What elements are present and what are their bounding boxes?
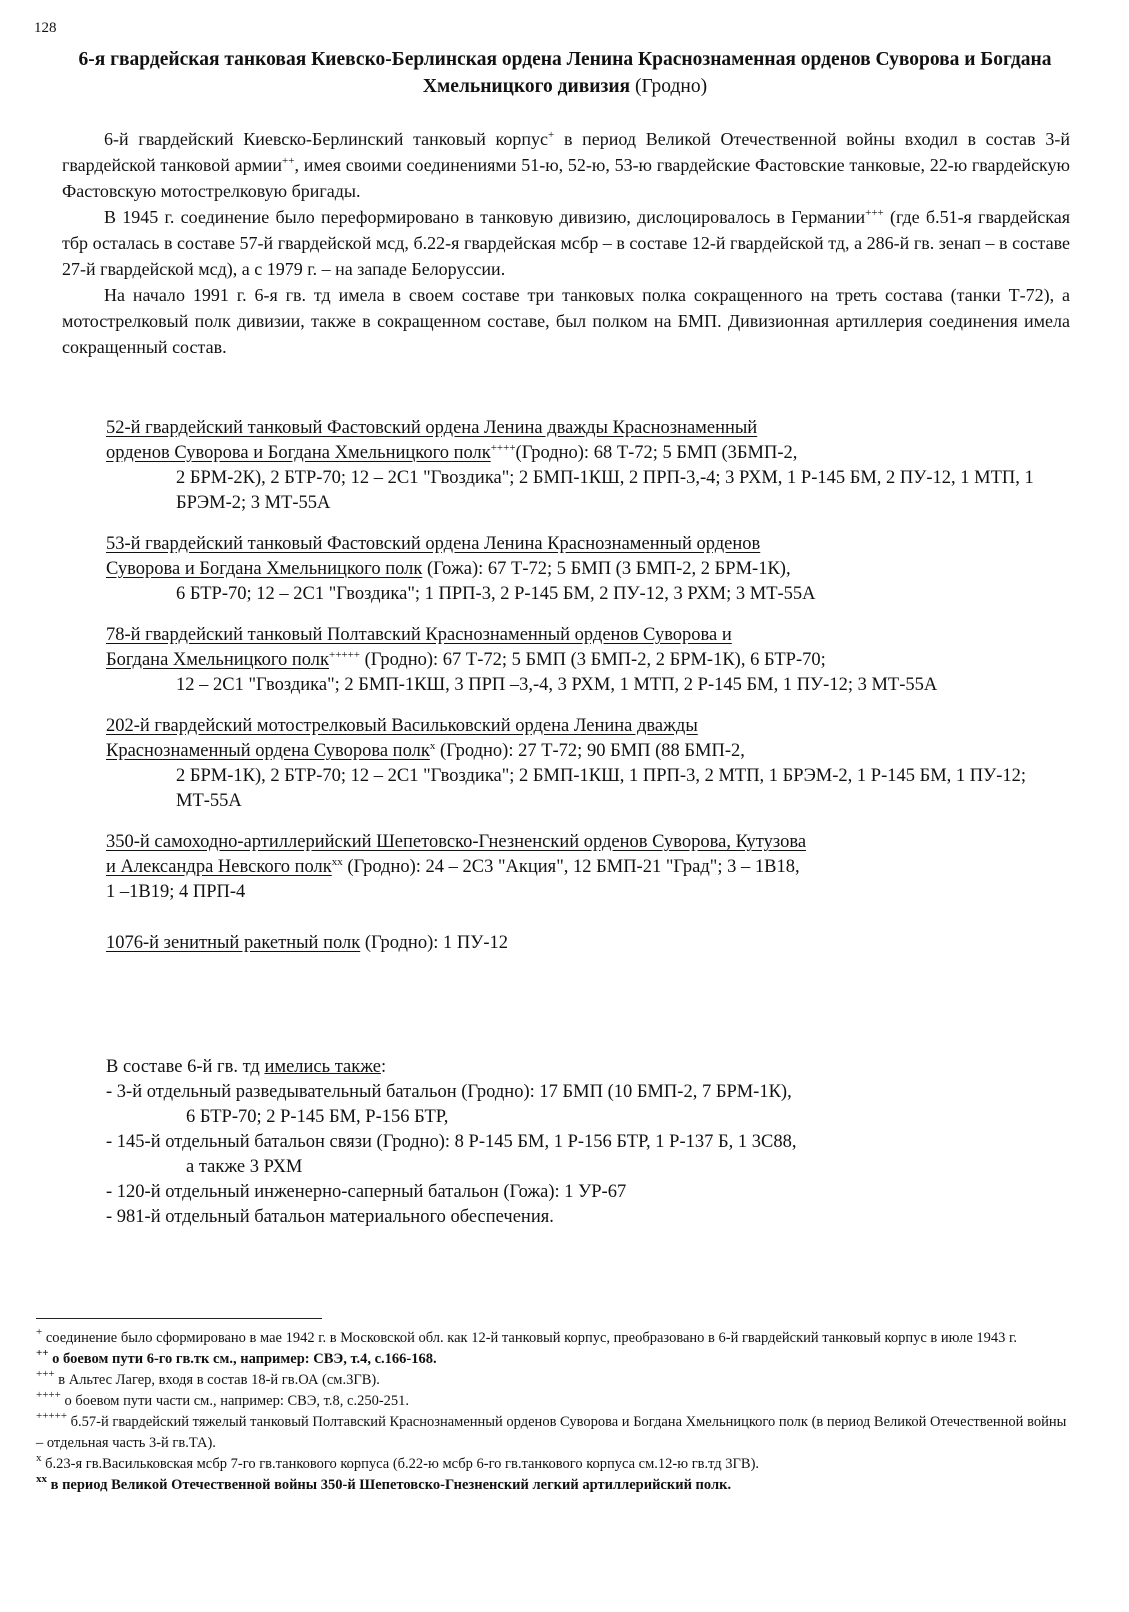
footnote-text: соединение было сформировано в мае 1942 г. в Московской обл. как 12-й танковый корпус, преобразовано в 6-й гвардейский танковый корпус в июле 1943 г.: [42, 1330, 1017, 1346]
footnote-mark: ++++: [36, 1389, 61, 1401]
footnote-ref: +++: [865, 207, 884, 219]
footnote-mark: +++++: [36, 1410, 68, 1422]
regiment-name: Суворова и Богдана Хмельницкого полк: [106, 559, 423, 579]
footnote: [36, 1391, 1072, 1412]
intro-p1-part-b: в период Великой Отечественной войны входил в состав 3-й гвардейской танковой армии: [62, 129, 1070, 175]
title-location: (Гродно): [634, 76, 708, 97]
lead-colon: :: [380, 1057, 387, 1077]
regiment-equipment: (Гродно): 27 Т-72; 90 БМП (88 БМП-2,: [435, 741, 745, 761]
list-item-text: - 145-й отдельный батальон связи (Гродно): 8 Р-145 БМ, 1 Р-156 БТР, 1 Р-137 Б, 1 3С88,: [106, 1132, 797, 1152]
regiment-equipment: 1 –1В19; 4 ПРП-4: [106, 882, 246, 902]
intro-paragraph-1: [62, 126, 1070, 204]
page-number: 128: [34, 20, 57, 36]
footnote-text: в Альтес Лагер, входя в состав 18-й гв.ОА (см.3ГВ).: [54, 1372, 380, 1388]
list-item: [106, 1130, 1051, 1180]
list-item-continuation: 6 БТР-70; 2 Р-145 БМ, Р-156 БТР,: [186, 1107, 449, 1127]
regiment-equipment: (Гродно): 68 Т-72; 5 БМП (3БМП-2,: [515, 443, 798, 463]
regiment-name: Богдана Хмельницкого полк: [106, 650, 329, 670]
lead-text: В составе 6-й гв. тд: [106, 1057, 265, 1077]
regiment-name: орденов Суворова и Богдана Хмельницкого полк: [106, 443, 491, 463]
footnote-mark: x: [36, 1452, 42, 1464]
list-item-continuation: а также 3 РХМ: [186, 1157, 303, 1177]
footnote-ref: xx: [331, 856, 343, 868]
footnote-ref: ++: [282, 155, 295, 167]
page-title: [60, 46, 1070, 100]
intro-p2-part-b: (где б.51-я гвардейская тбр осталась в составе 57-й гвардейской мсд, б.22-я гвардейская мсбр – в составе 12-й гвардейской тд, а 286-й гв. зенап – в составе 27-й гвардейской мсд), а с 1979 г. – на западе Белоруссии.: [62, 207, 1071, 279]
footnotes: [36, 1328, 1072, 1496]
regiment-entry: [106, 714, 1051, 814]
list-item-text: - 981-й отдельный батальон материального обеспечения.: [106, 1207, 554, 1227]
footnote-text: о боевом пути части см., например: СВЭ, т.8, с.250-251.: [60, 1393, 410, 1409]
regiments-list: [106, 416, 1051, 972]
footnote: [36, 1370, 1072, 1391]
footnote-mark: +: [36, 1326, 43, 1338]
footnote-text: в период Великой Отечественной войны 350-й Шепетовско-Гнезненский легкий артиллерийский полк.: [47, 1477, 732, 1493]
footnote-mark: ++: [36, 1347, 49, 1359]
intro-p2-part-a: В 1945 г. соединение было переформировано в танковую дивизию, дислоцировалось в Германии: [104, 207, 866, 227]
footnote: [36, 1412, 1072, 1454]
regiment-equipment: (Гродно): 67 Т-72; 5 БМП (3 БМП-2, 2 БРМ-1К), 6 БТР-70;: [360, 650, 826, 670]
footnote-text: о боевом пути 6-го гв.тк см., например: СВЭ, т.4, с.166-168.: [48, 1351, 437, 1367]
regiment-name: 350-й самоходно-артиллерийский Шепетовско-Гнезненский орденов Суворова, Кутузова: [106, 832, 807, 852]
list-item: [106, 1180, 1051, 1205]
footnote-separator: [36, 1318, 322, 1319]
regiment-entry: [106, 623, 1051, 698]
regiment-name: 202-й гвардейский мотострелковый Васильковский ордена Ленина дважды: [106, 716, 698, 736]
footnote: [36, 1454, 1072, 1475]
other-units-list: [106, 1080, 1051, 1230]
regiment-equipment: 6 БТР-70; 12 – 2С1 "Гвоздика"; 1 ПРП-3, 2 Р-145 БМ, 2 ПУ-12, 3 РХМ; 3 МТ-55А: [176, 584, 816, 604]
regiment-name: 78-й гвардейский танковый Полтавский Краснознаменный орденов Суворова и: [106, 625, 732, 645]
regiment-entry: [106, 830, 1051, 905]
regiment-equipment: (Гродно): 24 – 2С3 "Акция", 12 БМП-21 "Град"; 3 – 1В18,: [342, 857, 800, 877]
list-item: [106, 1205, 1051, 1230]
regiment-equipment: (Гожа): 67 Т-72; 5 БМП (3 БМП-2, 2 БРМ-1К),: [422, 559, 791, 579]
footnote-mark: xx: [36, 1473, 47, 1485]
regiment-equipment: (Гродно): 1 ПУ-12: [360, 933, 508, 953]
list-item-text: - 120-й отдельный инженерно-саперный батальон (Гожа): 1 УР-67: [106, 1182, 627, 1202]
footnote-text: б.23-я гв.Васильковская мсбр 7-го гв.танкового корпуса (б.22-ю мсбр 6-го гв.танкового корпуса см.12-ю гв.тд 3ГВ).: [41, 1456, 760, 1472]
regiment-entry: [106, 931, 1051, 956]
regiment-equipment: 12 – 2С1 "Гвоздика"; 2 БМП-1КШ, 3 ПРП –3,-4, 3 РХМ, 1 МТП, 2 Р-145 БМ, 1 ПУ-12; 3 МТ-55А: [176, 675, 938, 695]
regiment-name: 53-й гвардейский танковый Фастовский ордена Ленина Краснознаменный орденов: [106, 534, 761, 554]
intro-paragraph-2: [62, 204, 1070, 282]
regiment-equipment: 2 БРМ-2К), 2 БТР-70; 12 – 2С1 "Гвоздика"; 2 БМП-1КШ, 2 ПРП-3,-4; 3 РХМ, 1 Р-145 БМ, 2 ПУ-12, 1 МТП, 1 БРЭМ-2; 3 МТ-55А: [176, 468, 1034, 513]
regiment-name: и Александра Невского полк: [106, 857, 332, 877]
footnote-mark: +++: [36, 1368, 55, 1380]
footnote-ref: +++++: [328, 649, 361, 661]
footnote-ref: +: [548, 129, 555, 141]
intro-text: [62, 126, 1070, 360]
lead-underlined: имелись также: [264, 1057, 381, 1077]
other-units-section: [106, 1055, 1051, 1230]
title-bold: 6-я гвардейская танковая Киевско-Берлинская ордена Ленина Краснознаменная орденов Суворова и Богдана Хмельницкого дивизия: [78, 49, 1052, 97]
regiment-name: Краснознаменный ордена Суворова полк: [106, 741, 430, 761]
list-item: [106, 1080, 1051, 1130]
footnote: [36, 1349, 1072, 1370]
footnote: [36, 1328, 1072, 1349]
regiment-entry: [106, 532, 1051, 607]
regiment-equipment: 2 БРМ-1К), 2 БТР-70; 12 – 2С1 "Гвоздика"; 2 БМП-1КШ, 1 ПРП-3, 2 МТП, 1 БРЭМ-2, 1 Р-145 БМ, 1 ПУ-12; МТ-55А: [176, 766, 1027, 811]
other-units-lead: [106, 1055, 1051, 1080]
footnote-ref: x: [429, 740, 436, 752]
list-item-text: - 3-й отдельный разведывательный батальон (Гродно): 17 БМП (10 БМП-2, 7 БРМ-1К),: [106, 1082, 792, 1102]
footnote-text: б.57-й гвардейский тяжелый танковый Полтавский Краснознаменный орденов Суворова и Богдана Хмельницкого полк (в период Великой Отечественной войны – отдельная часть 3-й гв.ТА).: [36, 1414, 1067, 1451]
intro-p1-part-a: 6-й гвардейский Киевско-Берлинский танковый корпус: [104, 129, 549, 149]
regiment-entry: [106, 416, 1051, 516]
regiment-name: 1076-й зенитный ракетный полк: [106, 933, 361, 953]
regiment-name: 52-й гвардейский танковый Фастовский ордена Ленина дважды Краснознаменный: [106, 418, 758, 438]
footnote-ref: ++++: [490, 442, 516, 454]
intro-paragraph-3: На начало 1991 г. 6-я гв. тд имела в своем составе три танковых полка сокращенного на треть состава (танки Т-72), а мотострелковый полк дивизии, также в сокращенном составе, был полком на БМП. Дивизионная артиллерия соединения имела сокращенный состав.: [62, 285, 1070, 357]
footnote: [36, 1475, 1072, 1496]
intro-p1-part-c: , имея своими соединениями 51-ю, 52-ю, 53-ю гвардейские Фастовские танковые, 22-ю гвардейскую Фастовскую мотострелковую бригады.: [62, 155, 1070, 201]
